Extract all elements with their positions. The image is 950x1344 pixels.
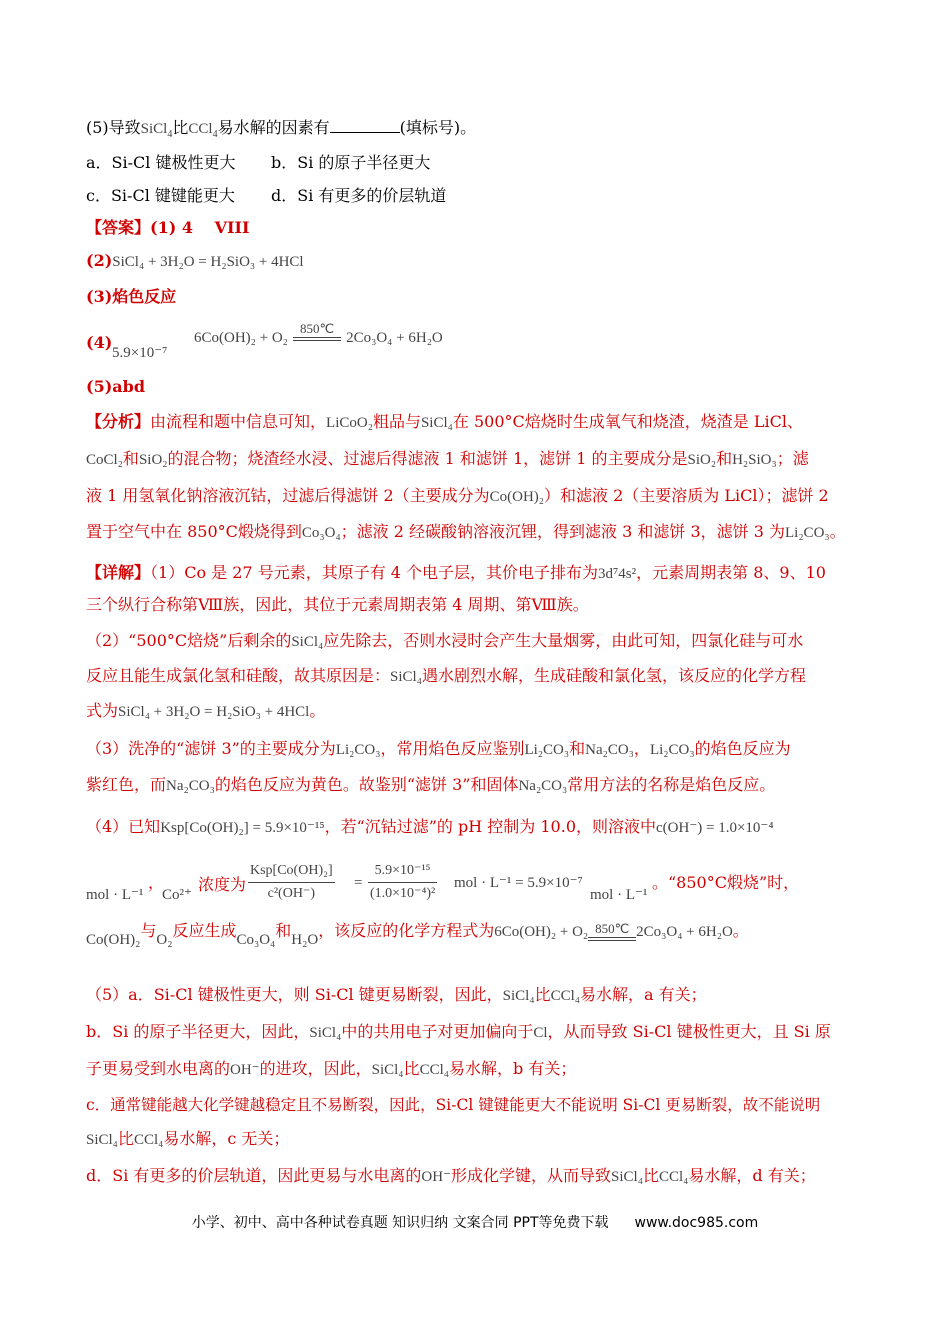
detail-text: 形成化学键，从而导致 — [451, 1166, 612, 1185]
formula: Li₂CO₃ — [524, 742, 570, 758]
analysis-text: 粗品与 — [372, 412, 421, 431]
detail-text: 反应生成 — [172, 921, 237, 940]
equation-arrow — [588, 922, 636, 941]
formula: H₂SiO₃ — [732, 452, 777, 468]
analysis-text: 由流程和题中信息可知， — [150, 412, 327, 431]
formula: Co(OH)₂ — [489, 489, 545, 505]
answer-4-equation — [194, 320, 443, 349]
detail-text: 反应且能生成氯化氢和硅酸，故其原因是： — [86, 666, 391, 685]
detail-text: 常用方法的名称是焰色反应。 — [567, 775, 776, 794]
detail-text: 浓度为 — [198, 875, 247, 894]
analysis-text: 置于空气中在 850°C煅烧得到 — [86, 522, 302, 541]
formula: SiO₂ — [138, 452, 168, 468]
detail-text: 易水解，a 有关； — [580, 985, 707, 1004]
formula: CCl₄ — [550, 988, 581, 1004]
formula: 3d⁷4s² — [598, 566, 637, 582]
detail-text: （2）“500°C焙烧”后剩余的 — [86, 631, 292, 650]
q5-options-row2 — [86, 185, 864, 207]
analysis-text: 在 500°C焙烧时生成氧气和烧渣，烧渣是 LiCl、 — [452, 412, 803, 431]
option-c: c．Si-Cl 键键能更大 — [86, 186, 235, 205]
footer-text: 小学、初中、高中各种试卷真题 知识归纳 文案合同 PPT等免费下载 — [191, 1215, 609, 1231]
detail-line-7 — [86, 774, 864, 797]
formula-sicl4: SiCl$_4$ — [140, 121, 173, 140]
detail-text: 。 — [732, 921, 749, 940]
detail-text: ，常用焰色反应鉴别 — [380, 739, 525, 758]
answer-label: 【答案】 — [86, 218, 151, 237]
answer-line-1 — [86, 217, 864, 239]
q5-stem-text: (填标号)。 — [399, 118, 477, 137]
formula: Co(OH)₂ — [86, 932, 141, 948]
analysis-line-4 — [86, 521, 864, 544]
detail-text: ， — [148, 873, 165, 892]
detail-text: 的焰色反应为 — [694, 739, 791, 758]
detail-text: 遇水剧烈水解，生成硅酸和氯化氢，该反应的化学方程 — [421, 666, 806, 685]
formula: SiCl₄ — [420, 415, 453, 431]
fraction-ksp — [248, 860, 335, 905]
detail-text: 与 — [140, 921, 157, 940]
formula: CCl₄ — [133, 1132, 164, 1148]
footer-url[interactable]: www.doc985.com — [634, 1215, 759, 1231]
detail-text: 中的共用电子对更加偏向于 — [341, 1022, 534, 1041]
detail-text: （5）a．Si-Cl 键极性更大，则 Si-Cl 键更易断裂，因此， — [86, 985, 503, 1004]
detail-text: d．Si 有更多的价层轨道，因此更易与水电离的 — [86, 1166, 422, 1185]
answer-line-3 — [86, 286, 864, 308]
formula: mol · L⁻¹ — [86, 887, 144, 903]
detail-text: 易水解，b 有关； — [448, 1059, 577, 1078]
detail-line-16 — [86, 1165, 864, 1188]
analysis-line-2 — [86, 448, 864, 471]
detail-text: （1）Co 是 27 号元素，其原子有 4 个电子层，其价电子排布为 — [150, 563, 599, 582]
formula: SiO₂ — [687, 452, 717, 468]
detail-line-3 — [86, 630, 864, 653]
detail-label: 【详解】 — [86, 563, 151, 582]
option-a: a．Si-Cl 键极性更大 — [86, 153, 236, 172]
page-footer — [0, 1212, 950, 1232]
detail-text: 紫红色，而 — [86, 775, 167, 794]
fraction-denominator: (1.0×10⁻⁴)² — [370, 886, 436, 901]
formula: SiCl₄ — [371, 1062, 404, 1078]
formula: mol · L⁻¹ — [590, 887, 648, 903]
detail-line-5 — [86, 700, 864, 723]
detail-text: ，该反应的化学方程式为 — [318, 921, 495, 940]
detail-line-15 — [86, 1128, 864, 1151]
answer-blank — [330, 118, 400, 133]
formula: CoCl₂ — [86, 452, 123, 468]
double-line — [293, 337, 341, 341]
detail-text: b．Si 的原子半径更大，因此， — [86, 1022, 310, 1041]
analysis-text: ；滤 — [776, 449, 809, 468]
answer-4-value: 5.9×10⁻⁷ — [112, 345, 168, 361]
formula: Na₂CO₃ — [518, 778, 568, 794]
formula: 6Co(OH)₂ + O₂ — [494, 924, 589, 940]
detail-line-2 — [86, 594, 864, 616]
reaction-condition: 850℃ — [299, 321, 335, 336]
detail-text: ，从而导致 Si-Cl 键极性更大，且 Si 原 — [547, 1022, 831, 1041]
formula: Co²⁺ — [162, 887, 192, 903]
analysis-text: 液 1 用氢氧化钠溶液沉钴，过滤后得滤饼 2（主要成分为 — [86, 486, 490, 505]
option-b: b．Si 的原子半径更大 — [271, 153, 431, 172]
analysis-text: 和 — [122, 449, 139, 468]
equation-arrow — [293, 322, 341, 341]
q5-stem-text: 比 — [172, 118, 189, 137]
formula: SiCl₄ — [390, 669, 422, 685]
answer-line-4 — [86, 320, 864, 364]
detail-text: ， — [633, 739, 650, 758]
detail-text: 应先除去，否则水浸时会产生大量烟雾，由此可知，四氯化硅与可水 — [323, 631, 804, 650]
analysis-text: 。 — [829, 522, 846, 541]
formula: Li₂CO₃ — [335, 742, 381, 758]
answer-1: (1) 4 VIII — [150, 218, 250, 237]
formula: c(OH⁻) = 1.0×10⁻⁴ — [656, 820, 774, 836]
detail-text: 式为 — [86, 701, 119, 720]
answer-4-prefix: (4) — [86, 333, 113, 352]
formula: Co₃O₄ — [236, 932, 276, 948]
fraction-denominator: c²(OH⁻) — [267, 886, 315, 901]
detail-text: 易水解，c 无关； — [163, 1129, 290, 1148]
formula: LiCoO₂ — [326, 415, 373, 431]
detail-text: （3）洗净的“滤饼 3”的主要成分为 — [86, 739, 336, 758]
fraction-numerator: Ksp[Co(OH)₂] — [248, 860, 335, 883]
equation-left: 6Co(OH)₂ + O₂ — [194, 330, 288, 346]
detail-text: 。“850°C煅烧”时， — [652, 873, 800, 892]
q5-options-row1 — [86, 152, 864, 174]
detail-text: ，元素周期表第 8、9、10 — [636, 563, 826, 582]
formula: SiCl₄ — [291, 634, 324, 650]
fraction-numerator: 5.9×10⁻¹⁵ — [368, 860, 437, 883]
formula: = — [354, 875, 363, 891]
formula: SiCl₄ + 3H₂O = H₂SiO₃ + 4HCl — [118, 704, 310, 720]
q5-stem-text: 易水解的因素有 — [217, 118, 330, 137]
analysis-text: 的混合物；烧渣经水浸、过滤后得滤液 1 和滤饼 1，滤饼 1 的主要成分是 — [167, 449, 688, 468]
formula: 2Co₃O₄ + 6H₂O — [636, 924, 733, 940]
fraction-value — [368, 860, 437, 905]
detail-text: 三个纵行合称第Ⅷ族，因此，其位于元素周期表第 4 周期、第Ⅷ族。 — [86, 595, 589, 614]
detail-line-9 — [86, 858, 864, 906]
formula: SiCl₄ — [611, 1169, 643, 1185]
equation-right: 2Co₃O₄ + 6H₂O — [346, 330, 443, 346]
formula: O₂ — [156, 932, 173, 948]
formula: Ksp[Co(OH)₂] = 5.9×10⁻¹⁵ — [160, 820, 325, 836]
formula: Li₂CO₃ — [649, 742, 695, 758]
formula: H₂O — [291, 932, 319, 948]
formula: Na₂CO₃ — [166, 778, 215, 794]
answer-5: (5)abd — [86, 377, 146, 396]
detail-line-4 — [86, 665, 864, 688]
q5-stem — [86, 117, 864, 140]
detail-text: 和 — [569, 739, 586, 758]
detail-line-11 — [86, 984, 864, 1007]
formula: OH⁻ — [421, 1169, 452, 1185]
detail-line-1 — [86, 562, 864, 585]
answer-2-equation: SiCl₄ + 3H₂O = H₂SiO₃ + 4HCl — [112, 254, 304, 270]
formula: Li₂CO₃ — [785, 525, 830, 541]
detail-text: 的焰色反应为黄色。故鉴别“滤饼 3”和固体 — [214, 775, 519, 794]
formula: Co₃O₄ — [301, 525, 341, 541]
detail-text: 比 — [117, 1129, 134, 1148]
answer-line-5 — [86, 376, 864, 398]
formula-ccl4: CCl$_4$ — [188, 121, 218, 140]
detail-text: 子更易受到水电离的 — [86, 1059, 231, 1078]
detail-text: 易水解，d 有关； — [688, 1166, 816, 1185]
detail-text: 和 — [275, 921, 292, 940]
formula: CCl₄ — [658, 1169, 689, 1185]
q5-stem-text: (5)导致 — [86, 118, 141, 137]
answer-3: (3)焰色反应 — [86, 287, 177, 306]
analysis-line-3 — [86, 485, 864, 508]
formula: Cl — [533, 1025, 548, 1041]
detail-text: c．通常键能越大化学键越稳定且不易断裂，因此，Si-Cl 键键能更大不能说明 Si-Cl 更易断裂，故不能说明 — [86, 1096, 821, 1114]
formula: Na₂CO₃ — [585, 742, 634, 758]
option-d: d．Si 有更多的价层轨道 — [271, 186, 447, 205]
formula: SiCl₄ — [86, 1132, 118, 1148]
reaction-condition: 850℃ — [595, 921, 630, 936]
formula: CCl₄ — [419, 1062, 449, 1078]
detail-text: 的进攻，因此， — [259, 1059, 372, 1078]
detail-line-8 — [86, 816, 864, 839]
detail-line-14 — [86, 1094, 864, 1116]
formula: SiCl₄ — [309, 1025, 342, 1041]
detail-line-13 — [86, 1058, 864, 1081]
answer-line-2 — [86, 250, 864, 273]
double-line — [588, 937, 636, 941]
detail-text: 比 — [403, 1059, 420, 1078]
analysis-text: ；滤液 2 经碳酸钠溶液沉锂，得到滤液 3 和滤饼 3，滤饼 3 为 — [340, 522, 785, 541]
detail-line-10 — [86, 920, 864, 964]
analysis-text: ）和滤液 2（主要溶质为 LiCl）；滤饼 2 — [544, 486, 829, 505]
detail-text: 。 — [309, 701, 326, 720]
analysis-text: 和 — [716, 449, 733, 468]
formula: mol · L⁻¹ = 5.9×10⁻⁷ — [454, 875, 583, 891]
detail-line-12 — [86, 1021, 864, 1044]
formula: SiCl₄ — [502, 988, 535, 1004]
analysis-label: 【分析】 — [86, 412, 151, 431]
detail-text: （4）已知 — [86, 817, 161, 836]
detail-text: ，若“沉钴过滤”的 pH 控制为 10.0，则溶液中 — [324, 817, 657, 836]
answer-2-prefix: (2) — [86, 251, 113, 270]
formula: OH⁻ — [230, 1062, 260, 1078]
detail-text: 比 — [642, 1166, 659, 1185]
analysis-line-1 — [86, 411, 864, 434]
detail-text: 比 — [534, 985, 551, 1004]
detail-line-6 — [86, 738, 864, 761]
